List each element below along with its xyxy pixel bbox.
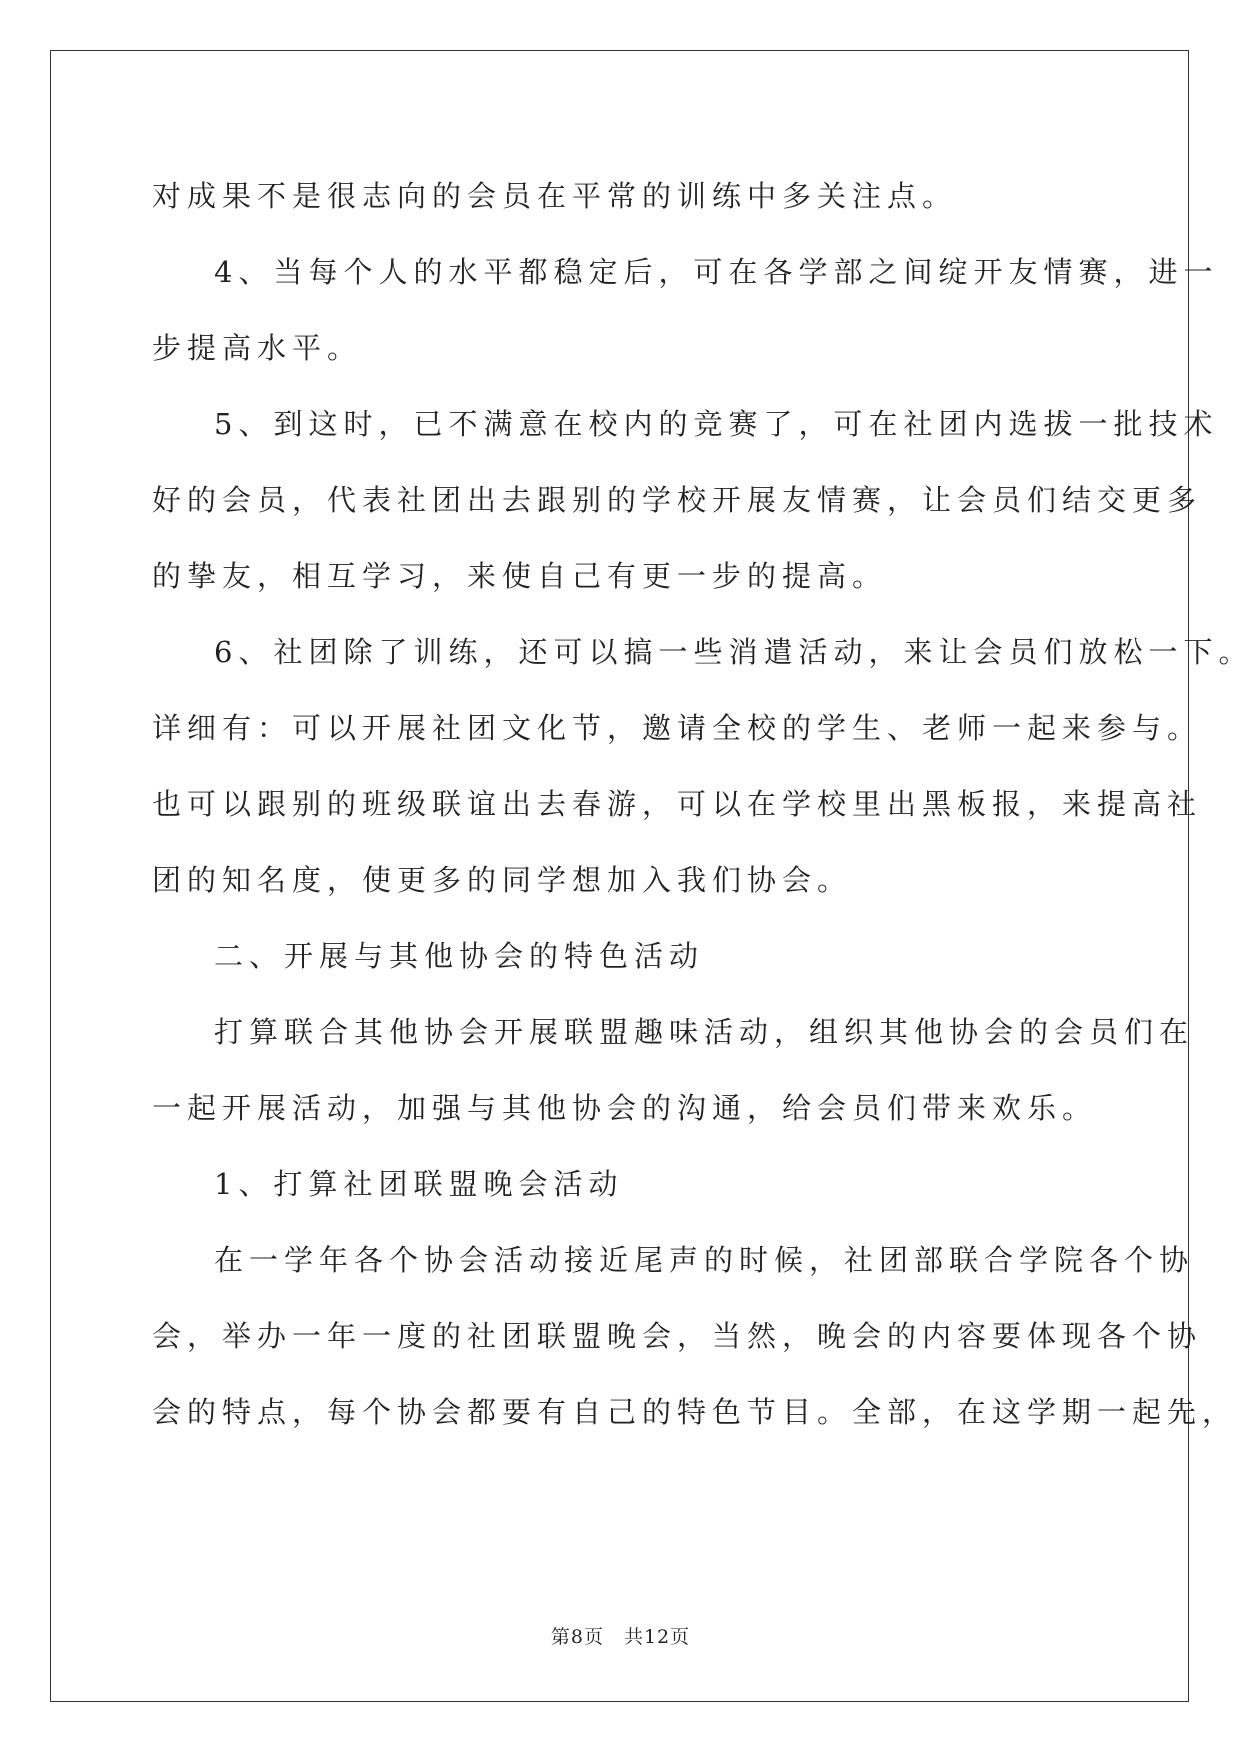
text-line-15: 在一学年各个协会活动接近尾声的时候，社团部联合学院各个协 xyxy=(214,1243,1195,1277)
subsection-heading: 1、打算社团联盟晚会活动 xyxy=(214,1167,624,1201)
text-line-5: 好的会员，代表社团出去跟别的学校开展友情赛，让会员们结交更多 xyxy=(152,483,1203,517)
text-line-17: 会的特点，每个协会都要有自己的特色节目。全部，在这学期一起先， xyxy=(152,1395,1238,1429)
text-line-10: 团的知名度，使更多的同学想加入我们协会。 xyxy=(152,863,853,897)
text-line-2: 4、当每个人的水平都稳定后，可在各学部之间绽开友情赛，进一 xyxy=(214,255,1219,289)
text-line-6: 的挚友，相互学习，来使自己有更一步的提高。 xyxy=(152,559,888,593)
text-line-16: 会，举办一年一度的社团联盟晚会，当然，晚会的内容要体现各个协 xyxy=(152,1319,1203,1353)
text-line-1: 对成果不是很志向的会员在平常的训练中多关注点。 xyxy=(152,179,958,213)
section-heading: 二、开展与其他协会的特色活动 xyxy=(214,939,705,973)
page-number-footer: 第8页 共12页 xyxy=(550,1626,691,1648)
text-line-7: 6、社团除了训练，还可以搞一些消遣活动，来让会员们放松一下。 xyxy=(214,635,1253,669)
text-line-9: 也可以跟别的班级联谊出去春游，可以在学校里出黑板报，来提高社 xyxy=(152,787,1203,821)
text-line-4: 5、到这时，已不满意在校内的竞赛了，可在社团内选拔一批技术 xyxy=(214,407,1219,441)
document-body xyxy=(152,158,1253,1450)
text-line-8: 详细有：可以开展社团文化节，邀请全校的学生、老师一起来参与。 xyxy=(152,711,1203,745)
text-line-13: 一起开展活动，加强与其他协会的沟通，给会员们带来欢乐。 xyxy=(152,1091,1098,1125)
text-line-12: 打算联合其他协会开展联盟趣味活动，组织其他协会的会员们在 xyxy=(214,1015,1195,1049)
text-line-3: 步提高水平。 xyxy=(152,331,363,365)
